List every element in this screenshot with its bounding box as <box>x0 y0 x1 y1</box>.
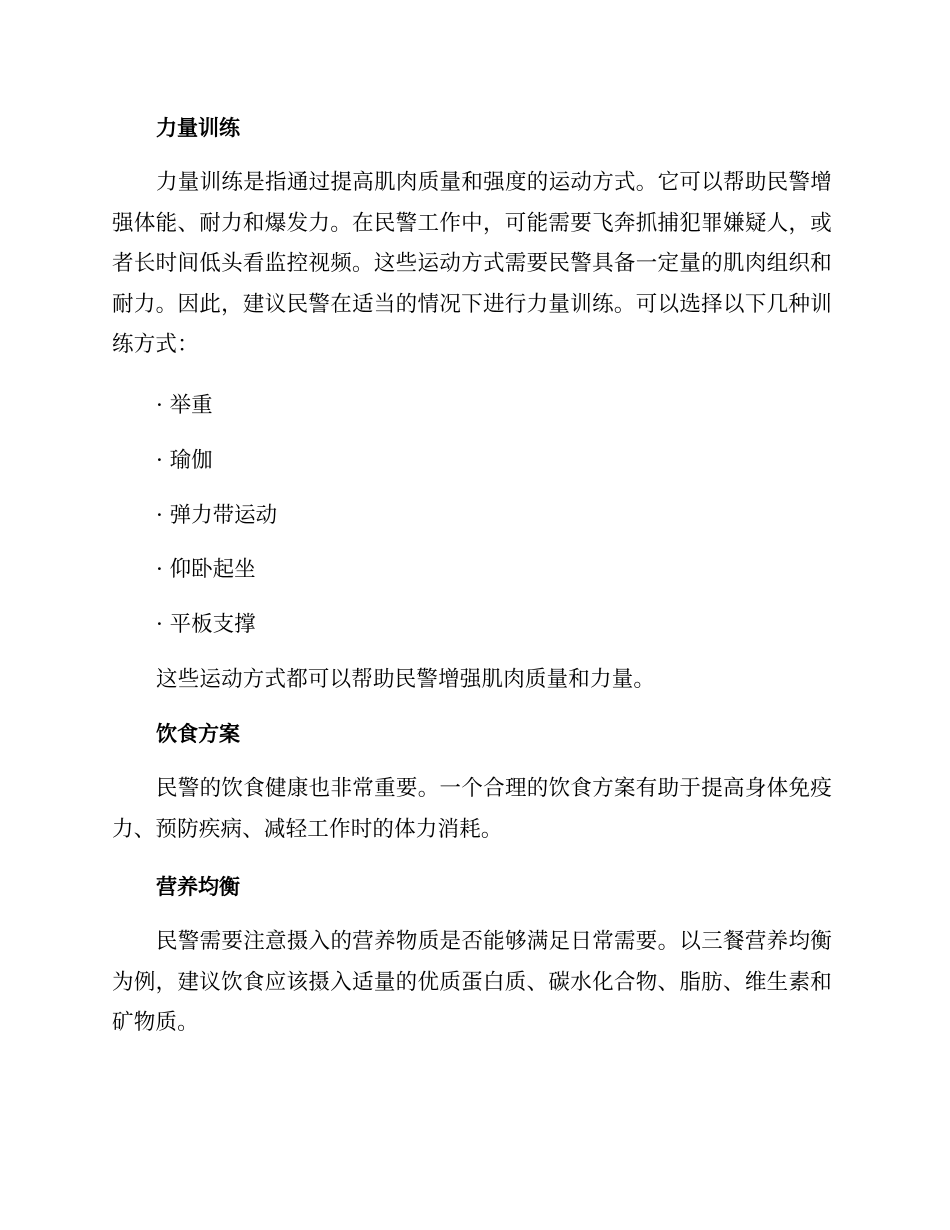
list-item-sit-ups: · 仰卧起坐 <box>156 557 256 582</box>
section-heading-strength-training: 力量训练 <box>156 116 240 140</box>
strength-training-paragraph: 力量训练是指通过提高肌肉质量和强度的运动方式。它可以帮助民警增强体能、耐力和爆发力。在民警工作中，可能需要飞奔抓捕犯罪嫌疑人，或者长时间低头看监控视频。这些运动方式需要民警具备一定量的肌肉组织和耐力。因此，建议民警在适当的情况下进行力量训练。可以选择以下几种训练方式： <box>112 170 832 357</box>
list-item-weightlifting: · 举重 <box>156 393 213 418</box>
list-item-resistance-band: · 弹力带运动 <box>156 503 278 528</box>
diet-plan-paragraph: 民警的饮食健康也非常重要。一个合理的饮食方案有助于提高身体免疫力、预防疾病、减轻工作时的体力消耗。 <box>112 776 832 842</box>
section-heading-diet-plan: 饮食方案 <box>156 722 240 746</box>
strength-training-conclusion: 这些运动方式都可以帮助民警增强肌肉质量和力量。 <box>156 667 656 692</box>
list-item-plank: · 平板支撑 <box>156 612 256 637</box>
nutrition-balance-paragraph: 民警需要注意摄入的营养物质是否能够满足日常需要。以三餐营养均衡为例，建议饮食应该摄入适量的优质蛋白质、碳水化合物、脂肪、维生素和矿物质。 <box>112 929 832 1035</box>
list-item-yoga: · 瑜伽 <box>156 448 213 473</box>
section-heading-nutrition-balance: 营养均衡 <box>156 875 240 899</box>
